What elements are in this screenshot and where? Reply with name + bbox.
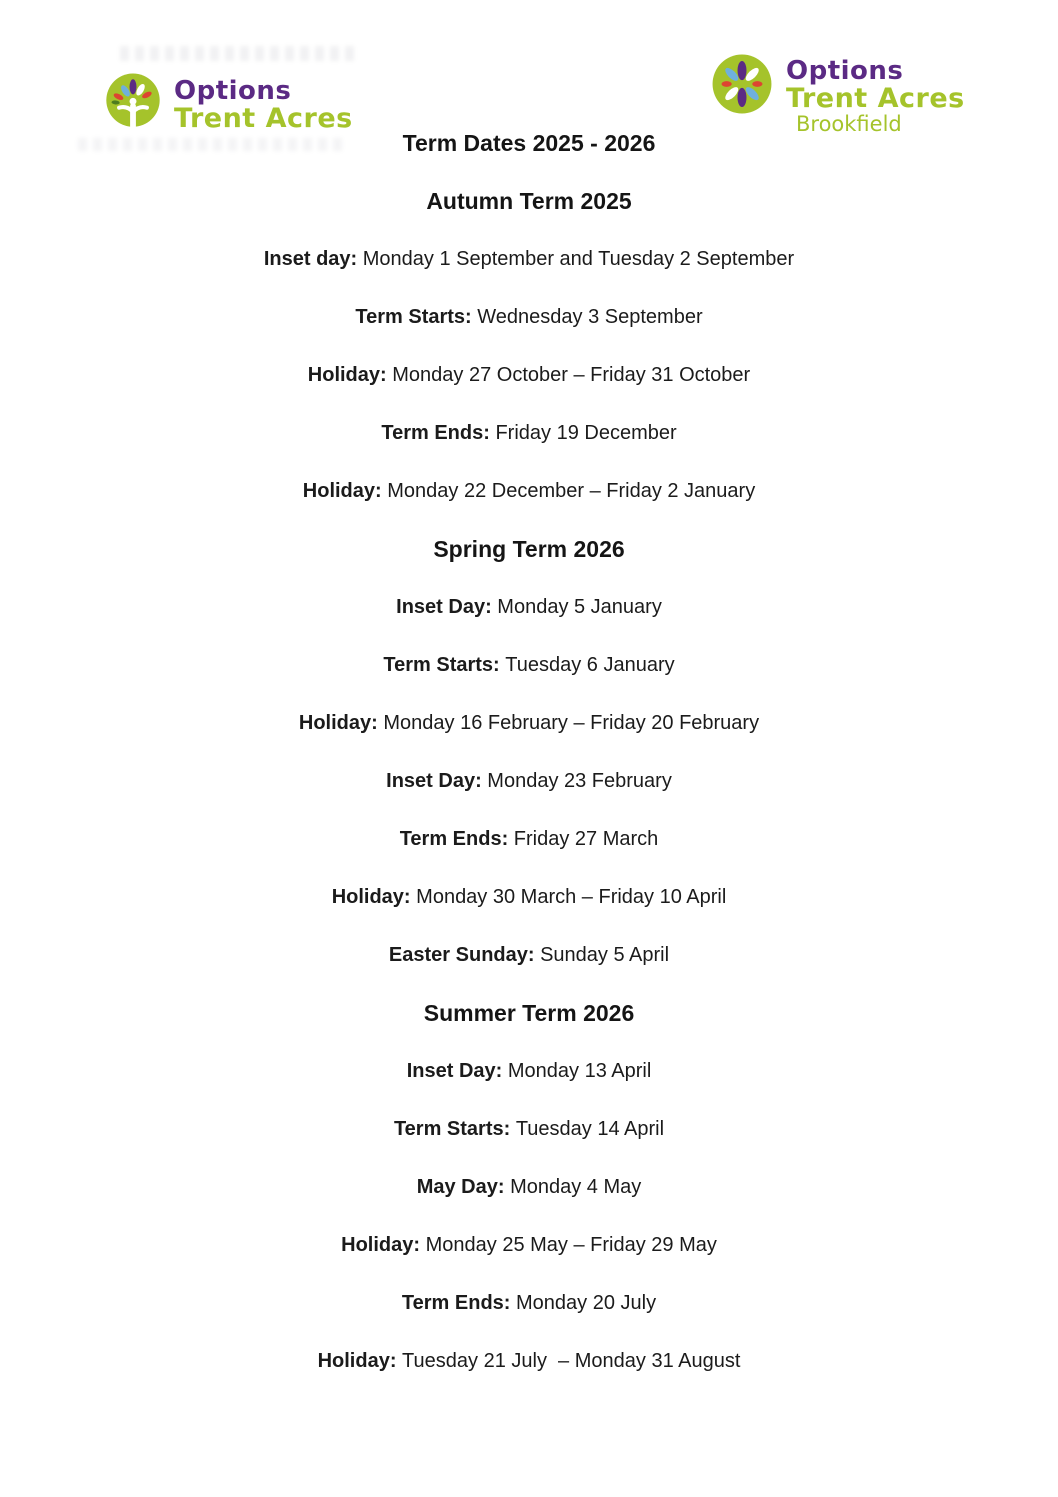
- term-row-value: Sunday 5 April: [540, 943, 670, 966]
- term-row-label: Easter Sunday:: [388, 943, 535, 966]
- term-row-label: Holiday:: [298, 711, 378, 734]
- flower-logo-icon: [710, 52, 774, 116]
- term-row-value: Monday 1 September and Tuesday 2 September: [362, 247, 795, 270]
- term-row: [0, 694, 1058, 752]
- term-row-label: Inset Day:: [386, 769, 482, 792]
- term-row-value: Friday 27 March: [513, 827, 659, 850]
- logo-right-brand: Options: [786, 56, 904, 86]
- term-row: [0, 926, 1058, 984]
- term-row-value: Monday 23 February: [487, 769, 672, 792]
- term-row-value: Monday 27 October – Friday 31 October: [392, 363, 751, 386]
- section-heading: Spring Term 2026: [433, 535, 625, 562]
- term-row-label: Term Ends:: [381, 421, 490, 444]
- term-row: [0, 1100, 1058, 1158]
- term-row: [0, 1332, 1058, 1390]
- term-row-value: Friday 19 December: [495, 421, 677, 444]
- term-row: [0, 578, 1058, 636]
- term-row-value: Tuesday 14 April: [515, 1117, 665, 1140]
- term-row: [0, 636, 1058, 694]
- term-row-value: Monday 25 May – Friday 29 May: [425, 1233, 717, 1256]
- term-row-value: Monday 4 May: [510, 1175, 642, 1198]
- term-row-value: Monday 30 March – Friday 10 April: [416, 885, 727, 908]
- term-row: [0, 1158, 1058, 1216]
- term-row-value: Wednesday 3 September: [477, 305, 703, 328]
- term-row-label: May Day:: [416, 1175, 505, 1198]
- term-row-label: Holiday:: [331, 885, 411, 908]
- term-row-value: Monday 5 January: [497, 595, 662, 618]
- term-row-value: Monday 16 February – Friday 20 February: [383, 711, 760, 734]
- term-row: [0, 1274, 1058, 1332]
- term-row-label: Holiday:: [317, 1349, 397, 1372]
- term-row: [0, 404, 1058, 462]
- term-row: [0, 752, 1058, 810]
- watermark-artifact: [120, 46, 355, 61]
- term-row-label: Term Ends:: [399, 827, 509, 850]
- term-row-label: Inset Day:: [406, 1059, 503, 1082]
- term-row-value: Tuesday 6 January: [505, 653, 675, 676]
- section-heading: Summer Term 2026: [423, 999, 635, 1026]
- term-row-label: Holiday:: [302, 479, 382, 502]
- term-row-value: Tuesday 21 July – Monday 31 August: [402, 1349, 741, 1372]
- term-row: [0, 810, 1058, 868]
- term-row-value: Monday 13 April: [507, 1059, 652, 1082]
- logo-left-brand: Options: [174, 76, 292, 106]
- term-row-label: Holiday:: [307, 363, 387, 386]
- term-row-label: Term Ends:: [401, 1291, 511, 1314]
- term-row-value: Monday 22 December – Friday 2 January: [387, 479, 756, 502]
- term-row: [0, 346, 1058, 404]
- logo-right-name: Trent Acres: [786, 82, 965, 114]
- term-row: [0, 230, 1058, 288]
- logo-left-name: Trent Acres: [174, 102, 353, 134]
- term-row: [0, 868, 1058, 926]
- term-row-label: Term Starts:: [393, 1117, 511, 1140]
- term-row: [0, 1216, 1058, 1274]
- page-title: Term Dates 2025 - 2026: [402, 129, 656, 156]
- term-row: [0, 1042, 1058, 1100]
- logo-right-site: Brookfield: [796, 112, 902, 137]
- term-row: [0, 288, 1058, 346]
- term-row-value: Monday 20 July: [516, 1291, 657, 1314]
- term-row-label: Inset Day:: [396, 595, 492, 618]
- term-row-label: Term Starts:: [383, 653, 500, 676]
- term-row-label: Holiday:: [341, 1233, 421, 1256]
- term-row-label: Inset day:: [263, 247, 358, 270]
- term-row-label: Term Starts:: [355, 305, 472, 328]
- term-row: [0, 462, 1058, 520]
- term-dates-content: [0, 114, 1058, 1390]
- section-heading: Autumn Term 2025: [426, 187, 632, 214]
